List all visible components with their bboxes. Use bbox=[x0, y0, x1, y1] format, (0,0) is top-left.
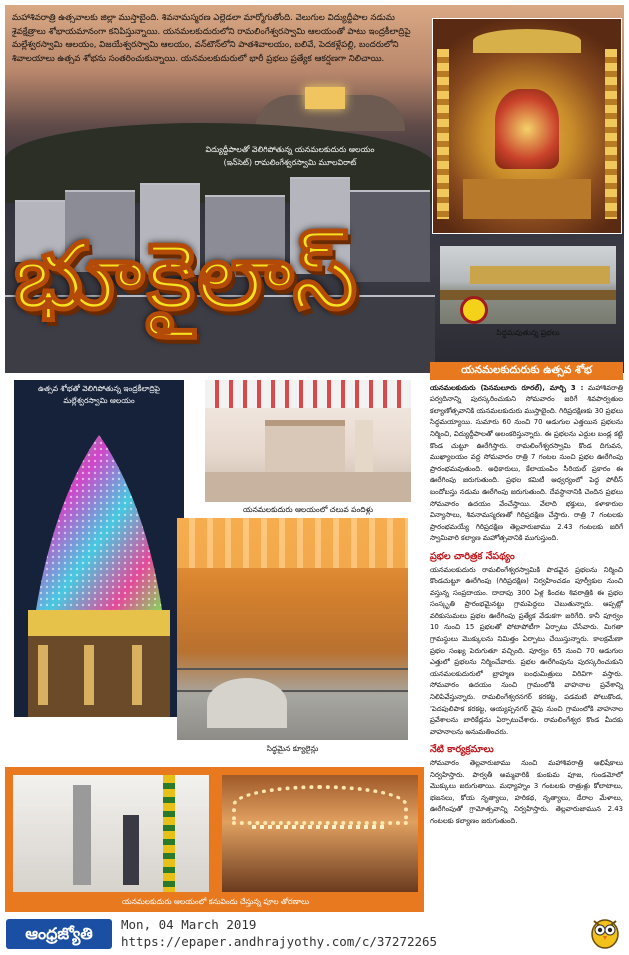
intro-paragraph: మహాశివరాత్రి ఉత్సవాలకు జిల్లా ముస్తాబైంది. శివనామస్మరణ ఎల్లెడలా మార్మోగుతోంది. వెలుగుల విద్యుద్దీపాల నడుమ శైవక్షేత్రాలు శోభాయమానంగా కనిపిస్తున్నాయి. యనమలకుదురులోని రామలింగేశ్వరస్వామి ఆలయంతో పాటు ఇంద్రకీలాద్రిపై మల్లేశ్వరస్వామి ఆలయం, విజయేశ్వరస్వామి ఆలయం, వన్‌టౌన్‌లోని పాతశివాలయం, బలివే, పెదకళ్లేపల్లి, బందరులోని శివాలయాలు ఉత్సవ శోభను సంతరించుకున్నాయి. యనమలకుదురులో భారీ ప్రభలు ప్రత్యేక ఆకర్షణగా నిలిచాయి. bbox=[12, 13, 411, 64]
edition-date: Mon, 04 March 2019 bbox=[121, 917, 257, 932]
flower-arch-photo bbox=[222, 775, 418, 892]
article-paragraph-3: సోమవారం తెల్లవారుజాము నుంచి మహాశివరాత్రి అభిషేకాలు నిర్వహిస్తారు. పార్వతీ అమ్మవారికి కుంకుమ పూజ, గుండమోలో మొక్కులు జరుగుతాయి. మధ్యాహ్నం 3 గంటలకు రాత్రుళ్లు కోలాటాలు, భజనలు, కోయ నృత్యాలు, హరికథ, నృత్యాలు, డేరాల మేళాలు, ఊరేగింపుతో గ్రామోత్సవాన్ని నిర్వహిస్తారు. తెల్లవారుజామున 2.43 గంటలకు కల్యాణం జరుగుతుంది. bbox=[430, 759, 623, 825]
queue-lines-photo bbox=[177, 518, 408, 740]
hero-photo-caption: విద్యుద్దీపాలతో వెలిగిపోతున్న యనమలకుదురు ఆలయం (ఇన్‌సెట్) రామలింగేశ్వరస్వామి మూలవిరాట్ bbox=[205, 145, 375, 167]
lit-tower-photo bbox=[14, 380, 184, 717]
lit-tower-graphic bbox=[14, 380, 184, 717]
temple-caption: యనమలకుదురు ఆలయంలో చలువ పందిళ్లు bbox=[242, 505, 374, 514]
workers-photo bbox=[13, 775, 209, 892]
subheading-history: ప్రభల చారిత్రక నేపథ్యం bbox=[430, 550, 515, 562]
article-heading: యనమలకుదురుకు ఉత్సవ శోభ bbox=[430, 362, 623, 380]
page-title: భూకైలాస్ bbox=[14, 223, 360, 330]
article-paragraph-1: మహాశివరాత్రి పర్వదినాన్ని పురస్కరించుకుని సోమవారం జరిగే శివపార్వతుల కల్యాణోత్సవానికి యనమలకుదురు ముస్తాబైంది. గిరిప్రదక్షిణకు 30 ప్రభలు సిద్ధమయ్యాయి. సుమారు 60 నుంచి 70 అడుగుల ఎత్తయిన ప్రభలను నిర్మించి, విద్యుద్దీపాలతో అలంకరిస్తున్నారు. ఈ ప్రభలను ఎద్దుల బండ్ల కట్టి కొండ చుట్టూ ఊరేగిస్తారు. రామలింగేశ్వరస్వామి కొండ దిగువన, ముఖ్యాలయం వద్ద సోమవారం రాత్రి 7 గంటల నుంచి ప్రభల ఊరేగింపు ప్రారంభమవుతుంది. అధికారులు, కేలాయంపిం సీరియల్ ప్రకారం ఈ ఊరేగింపు జరుగుతుంది. ప్రభల కమిటీ ఆధ్వర్యంలో పెద్ద పోలీస్ బందోబస్తు నడుమ ఊరేగింపు జరుగుతుంది. దేవస్థానానికి చెందిన ప్రభలు సోమవారం ఉదయం వేంచేస్తాయి. వేలాది భక్తులు, కళాకారుల విన్యాసాలు, శివనామస్మరణతో గిరిప్రదక్షిణ చేస్తారు. రాత్రి 7 గంటలకు ప్రారంభమయ్యే గిరిప్రదక్షిణ తెల్లవారుజాము 2.43 గంటలకు జరిగే స్వామివారి కల్యాణ మహోత్సవానికి ముగుస్తుంది. bbox=[430, 383, 623, 543]
article-dateline: యనమలకుదురు (పెనమలూరు రూరల్), మార్చి 3 : bbox=[430, 383, 584, 392]
article-column bbox=[430, 362, 623, 828]
edition-url[interactable]: https://epaper.andhrajyothy.com/c/37272265 bbox=[121, 934, 438, 949]
chariot-caption: సిద్ధమవుతున్న ప్రభలు bbox=[496, 328, 560, 337]
article-paragraph-2: యనమలకుదురు రామలింగేశ్వరస్వామికి పొడవైన ప్రభలను నిర్మించి కొండచుట్టూ ఊరేగింపు (గిరిప్రదక్షిణ) నిర్వహించడం పూర్వీకుల నుంచి వస్తున్న సంప్రదాయం. దాదాపు 300 ఏళ్ల కిందట శివరాత్రికి ఈ ప్రభల సంస్కృతి ప్రారంభమైనట్టు గ్రామపెద్దలు చెబుతున్నారు. ఆప్పట్లో వరికుసుమలు ప్రభల ఊరేగింపు ప్రత్యేక వేడుకగా జరిగేది. కానీ పూర్వం 10 నుంచి 15 ప్రభలతో పోటాపోటీగా ఏర్పాటు చేసేవారు. మిగతా గ్రామస్థులు మొక్కులను నిమిత్తం ఏర్పాటు చేయిస్తున్నారు. కాలక్రమేణా ప్రభల సంఖ్య పెరుగుతూ వచ్చింది. పూర్వం 65 నుంచి 70 అడుగుల ఎత్తులో ప్రభలను నిర్మించేవారు. ప్రభల ఊరేగింపును పురస్కరించుకుని యనమలకుదురులో బ్రాహ్మణ బంధుమిత్రులు విరివిగా వస్తారు. సోమవారం ఉదయం నుంచి గ్రామంలోకి వాహనాల ప్రవేశాన్ని నిలిపివేస్తున్నారు. రామలింగేశ్వరనగర్ కరకట్ట, పడమటి పోలుకొండ, 'పెదపులిపాక కరకట్ట, ఆయ్యప్పనగర్ వైపు నుంచి గ్రామంలోకి వాహనాల ప్రవేశాలను బారికేడ్లను ఏర్పాటుచేశారు. రామలింగేశ్వర కొండ మీదకు వాహనాలను అనుమతించరు. bbox=[430, 565, 623, 736]
tower-caption: ఉత్సవ శోభతో వెలిగిపోతున్న ఇంద్రకీలాద్రిపై మల్లేశ్వరస్వామి ఆలయం bbox=[37, 384, 160, 405]
owl-mascot-icon bbox=[590, 915, 620, 949]
andhrajyothy-logo[interactable]: ఆంధ్రజ్యోతి bbox=[6, 919, 112, 949]
temple-pandal-photo bbox=[205, 380, 411, 502]
subheading-programs: నేటి కార్యక్రమాలు bbox=[430, 744, 494, 756]
queue-lines-caption: సిద్ధమైన క్యూలైన్లు bbox=[266, 744, 319, 753]
flower-caption: యనమలకుదురు ఆలయంలో కనువిందు చేస్తున్న పూల తోరణాలు bbox=[121, 897, 310, 906]
chariot-photo bbox=[440, 246, 616, 324]
deity-inset-photo bbox=[432, 18, 622, 234]
